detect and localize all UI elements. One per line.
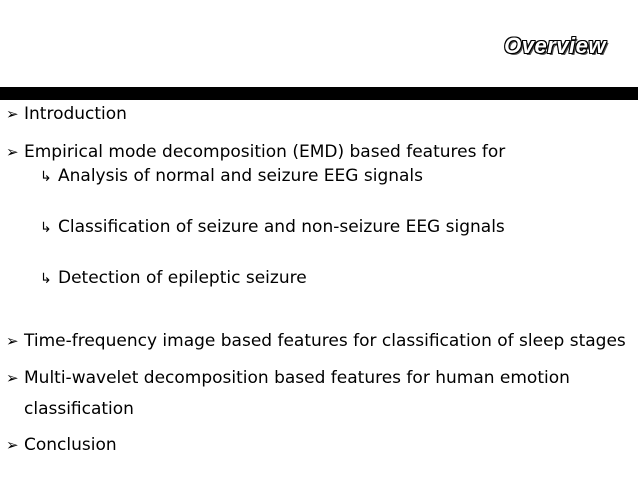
arrowhead-bullet-icon: ➢: [6, 105, 19, 123]
sub-bullet-detection: [40, 268, 307, 289]
bullet-introduction: [6, 104, 127, 124]
sub-bullet-analysis: [40, 166, 423, 187]
bullet-time-frequency: [6, 331, 626, 351]
bullet-label: Introduction: [24, 104, 127, 124]
bullet-multi-wavelet: [6, 368, 570, 388]
bullet-continuation: classification: [24, 399, 134, 419]
arrowhead-bullet-icon: ➢: [6, 332, 19, 350]
bullet-emd-features: [6, 142, 505, 162]
bullet-label: Multi-wavelet decomposition based features for human emotion: [24, 368, 570, 388]
sub-bullet-label: Detection of epileptic seizure: [58, 268, 307, 288]
sub-bullet-classification: [40, 217, 505, 238]
bullet-conclusion: [6, 435, 117, 455]
bullet-label: Conclusion: [24, 435, 117, 455]
arrowhead-bullet-icon: ➢: [6, 436, 19, 454]
sub-bullet-label: Analysis of normal and seizure EEG signals: [58, 166, 424, 186]
slide-title: Overview: [504, 33, 606, 58]
title-divider-bar: [0, 87, 638, 100]
sub-bullet-label: Classification of seizure and non-seizure EEG signals: [58, 217, 505, 237]
curved-arrow-bullet-icon: ↳: [40, 271, 52, 287]
bullet-label: Empirical mode decomposition (EMD) based features for: [24, 142, 506, 162]
curved-arrow-bullet-icon: ↳: [40, 169, 52, 185]
arrowhead-bullet-icon: ➢: [6, 369, 19, 387]
curved-arrow-bullet-icon: ↳: [40, 220, 52, 236]
bullet-label: Time-frequency image based features for classification of sleep stages: [24, 331, 626, 351]
arrowhead-bullet-icon: ➢: [6, 143, 19, 161]
